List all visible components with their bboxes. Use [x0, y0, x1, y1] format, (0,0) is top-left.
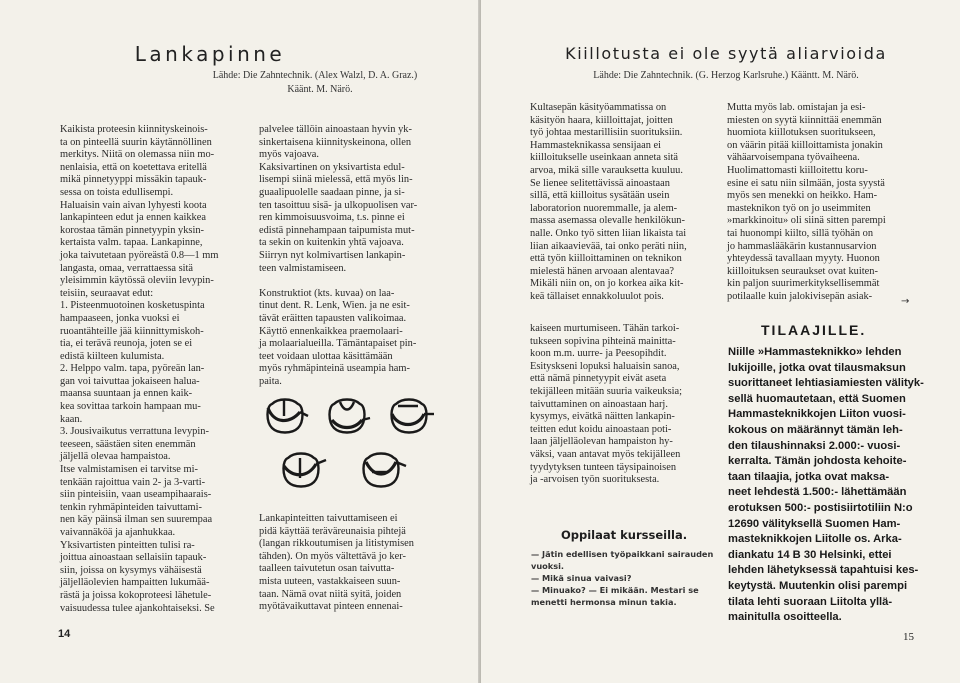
left-column-1-text: Kaikista proteesin kiinnityskeinois- ta on pinteellä suurin käytännöllinen merkitys. Niitä on olemassa niin mo- nenlaisia, että on koetettava eritellä mikä pinnetyyppi missäkin tapauk- sessa on toista edullisempi. Haluaisin vain aivan lyhyesti koota lankapinteen edut ja ennen kaikkea korostaa tämän pinnetyypin yksin- kertaista valm. tapaa. Lankapinne, joka taivutetaan pyöreästä 0.8—1 mm langasta, omaa, verrattaessa sitä yleisimmin käytössä oleviin levypin- teisiin, seuraavat edut: 1. Pisteenmuotoinen kosketuspinta hampaaseen, jonka vuoksi ei ruoantähteille jää kiinnittymiskoh- tia, ei terävä reunoja, joten se ei edistä kiilteen kulumista. 2. Helppo valm. tapa, pyöreän lan- gan voi taivuttaa jokaiseen halua- maansa suuntaan ja ennen kaik- kea sovittaa tarkoin hampaan mu- kaan. 3. Jousivaikutus verrattuna levypin- teeseen, säästäen siten enemmän jäljellä olevaa hampaistoa. Itse valmistamisen ei tarvitse mi- tenkään rajoittua vain 2- ja 3-varti- siin pinteisiin, vaan useampihaarais- tenkin ryhmäpinteiden taivuttami- nen käy päinsä ilman sen suurempaa vaivannäköä ja ajanhukkaa. Yksivartisten pinteitten tulisi ra- joittua ainoastaan sellaisiin tapauk- siin, joissa on kysymys vähäisestä jäljelläolevien hampaitten lukumää- rästä ja joissa kokoproteesi lähetule- vaisuudessa tulee ajankohtaiseksi. Se	[60, 124, 219, 614]
right-article-source: Lähde: Die Zahntechnik. (G. Herzog Karlsruhe.) Kääntt. M. Närö.	[593, 70, 859, 81]
left-column-2-top-text: palvelee tällöin ainoastaan hyvin yk- sinkertaisena kiinnityskeinona, ollen myös vajoava. Kaksivartinen on yksivartista edul- lisempi siinä mielessä, että myös lin- guaalipuolelle saadaan pinne, ja si- ten tasoittuu sisä- ja ulkopuolisen var- ren kimmoisuusvoima, t.s. pinne ei edistä pinnehampaan taipumista mut- ta sekin on kuitenkin yhtä vajoava. Siirryn nyt kolmivartisen lankapin- teen valmistamiseen. Konstruktiot (kts. kuvaa) on laa- tinut dent. R. Lenk, Wien. ja ne esit- tävät eräitten tapausten valikoimaa. Käyttö ennenkaikkea praemolaari- ja molaarialueilla. Tämäntapaiset pin- teet voidaan ulottaa käsittämään myös ryhmäpinteinä useampia ham- paita.	[259, 124, 418, 387]
right-page-number: 15	[903, 631, 914, 643]
notice-body: Niille »Hammasteknikko» lehden lukijoille, jotka ovat tilausmaksun suorittaneet lehtiasiamiesten välityk- sellä huomautetaan, että Suomen Hammasteknikkojen Liiton vuosi- kokous on määrännyt tämän leh- den tilaushinnaksi 2.000:- vuosi- kerralta. Tämän johdosta kehoite- taan tilaajia, jotka ovat maksa- neet lehdestä 1.500:- lähettämään erotuksen 500:- postisiirtotiliin N:o 12690 välityksellä Suomen Ham- masteknikkojen Liitolle os. Arka- diankatu 14 B 30 Helsinki, ettei lehden lähetyksessä tapahtuisi kes- keytystä. Muutenkin olisi parempi tilata lehti suoraan Liitolta yllä- mainitulla osoitteella.	[728, 346, 924, 624]
left-column-1	[60, 124, 246, 615]
wire-clasp-figure	[260, 392, 460, 504]
notice-title: TILAAJILLE.	[761, 322, 867, 338]
right-article-title: Kiillotusta ei ole syytä aliarvioida	[565, 44, 887, 63]
left-article-title: Lankapinne	[134, 42, 286, 66]
right-column-2	[727, 102, 911, 304]
right-page	[481, 0, 960, 683]
right-column-1-bottom	[530, 323, 714, 487]
left-column-2-top	[259, 124, 445, 388]
tooth-diagram-2	[330, 400, 371, 433]
tooth-diagram-3	[392, 400, 435, 433]
tooth-diagram-1	[268, 400, 309, 433]
left-page-number: 14	[58, 628, 71, 640]
right-column-2-text: Mutta myös lab. omistajan ja esi- miesten on syytä kiinnittää enemmän huomiota kiillotuksen suoritukseen, on väärin pitää kiilloittamista jonakin vähäarvoisempana työvaiheena. Huolimattomasti kiilloitettu koru- esine ei satu niin silmään, josta syystä myös sen menekki on heikko. Ham- masteknikon työ on jo useimmiten »markkinoitu» oli siinä sitten parempi tai huonompi kiilto, sillä työhän on jo hammaslääkärin kustannusarvion yhteydessä tavallaan myyty. Huonon kiilloituksen seuraukset ovat kuiten- kin paljon suurimerkityksellisemmät potilaalle kuin jalokivisepän asiak-	[727, 102, 886, 302]
left-column-2-bottom	[259, 513, 445, 614]
right-column-1-top-text: Kultasepän käsityöammatissa on käsityön haara, kiilloittajat, joitten työ johtaa mestarillisiin suorituksiin. Hammasteknikassa sensijaan ei kiilloitukselle useinkaan anneta sitä arvoa, mikä sille varauksetta kuuluu. Se lienee selitettävissä ainoastaan sillä, että kiilloitus sysätään usein laboratorion nuoremmalle, ja alem- massa asemassa olevalle henkilökun- nalle. Onko työ sitten liian likaista tai liian aikaavievää, tai onko peräti niin, että työn kiilloittaminen on teknikon mielestä hänen arvoaan alentavaa? Mikäli niin on, on jo korkea aika kit- keä tällaiset ennakkoluulot pois.	[530, 102, 687, 302]
course-joke-title: Oppilaat kursseilla.	[561, 528, 688, 542]
tooth-diagram-5	[364, 454, 407, 487]
tooth-diagram-4	[284, 454, 327, 487]
continued-arrow: →	[901, 296, 910, 307]
right-column-1-top	[530, 102, 714, 304]
left-article-translator: Käänt. M. Närö.	[287, 84, 353, 95]
left-article-source: Lähde: Die Zahntechnik. (Alex Walzl, D. A. Graz.)	[212, 70, 418, 81]
right-column-1-bottom-text: kaiseen murtumiseen. Tähän tarkoi- tukseen sopivina pihteinä mainitta- koon m.m. uurre- ja Peesopihdit. Esityskseni lopuksi haluaisin sanoa, että nämä pinnetyypit eivät aseta tekijälleen mitään suuria vaikeuksia; taivuttaminen on ainoastaan harj. kysymys, eivätkä näitten lankapin- teitten edut koidu ainoastaan poti- laan jäljelläolevan hampaiston hy- väksi, vaan antavat myös tekijälleen tyydytyksen tunteen täysipainoisen ja -arvoisen työn suorituksesta.	[530, 323, 683, 486]
course-joke-lines: — Jätin edellisen työpaikkani sairauden vuoksi. — Mikä sinua vaivasi? — Minuako? — Ei mikään. Mestari se menetti hermonsa minun takia.	[531, 549, 714, 607]
left-column-2-bottom-text: Lankapinteitten taivuttamiseen ei pidä käyttää teräväreunaisia pihtejä (langan rikkoutumisen ja litistymisen tähden). On myös vältettävä jo ker- taalleen taivutetun osan taivutta- mista uuteen, vastakkaiseen suun- taan. Nämä ovat niitä syitä, joiden myötävaikuttavat pinteen ennenai-	[259, 513, 414, 613]
